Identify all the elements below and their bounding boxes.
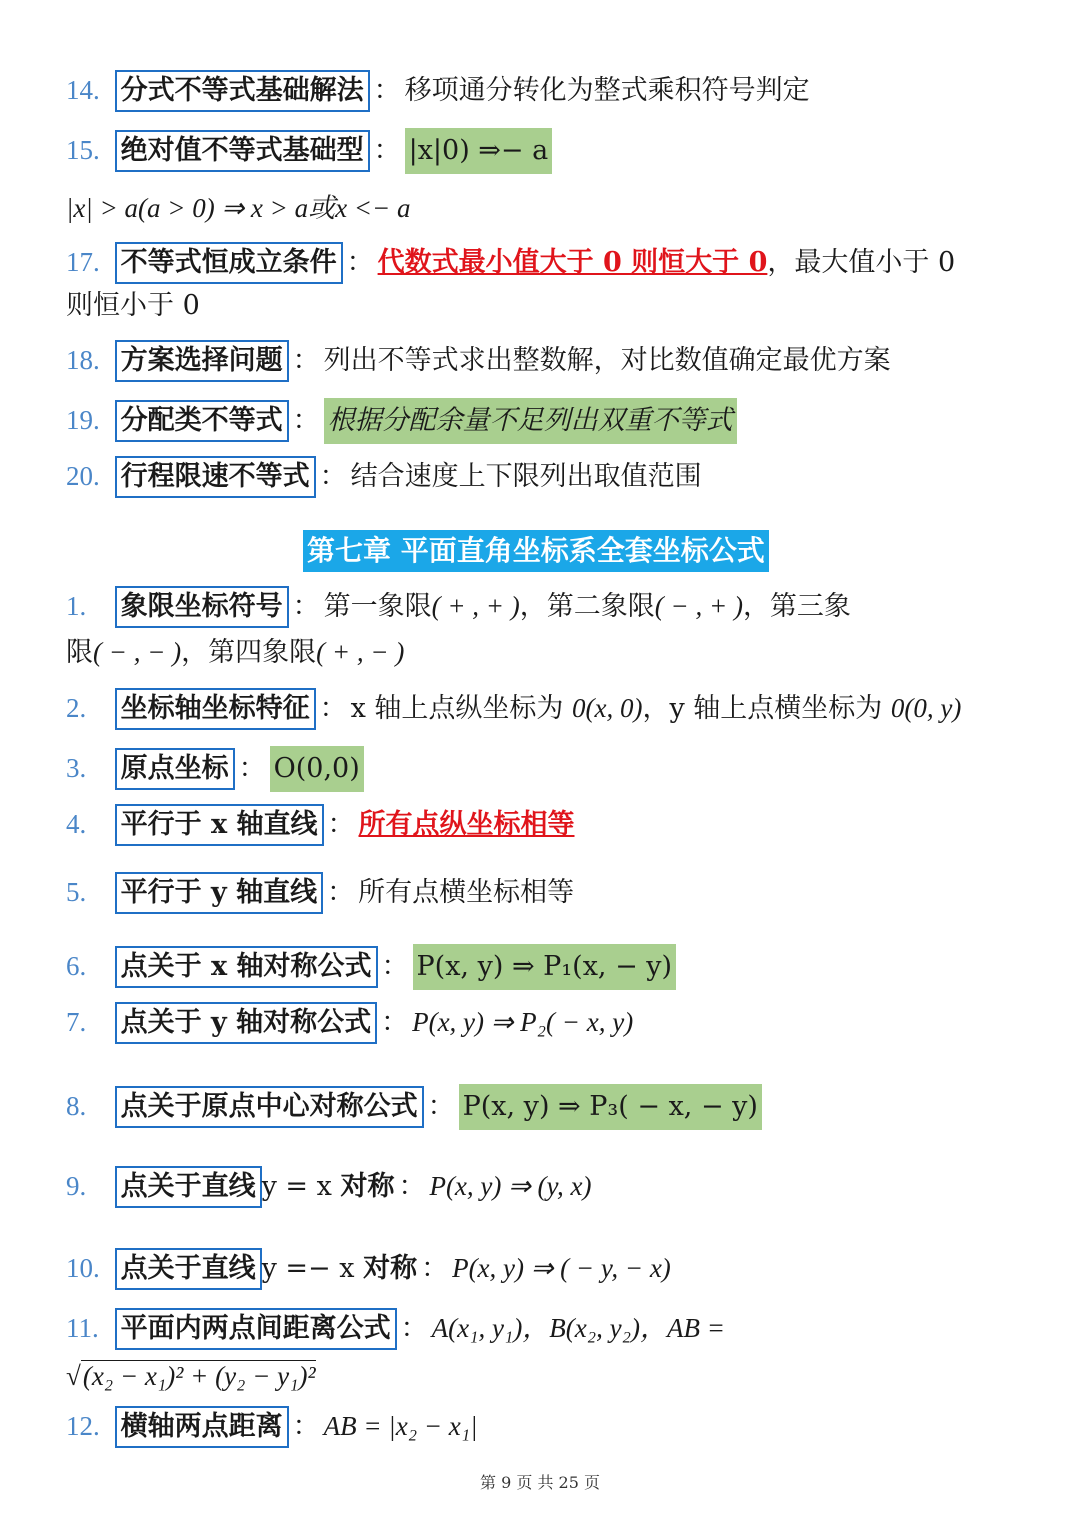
colon: ： — [292, 591, 320, 622]
item-text: 结合速度上下限列出取值范围 — [350, 461, 702, 492]
sqrt-symbol: √ — [66, 1361, 81, 1391]
item-text: ，第四象限 — [181, 637, 317, 668]
item-3 — [66, 746, 364, 792]
item-20 — [66, 456, 702, 498]
item-number: 17. — [66, 247, 100, 277]
sign-pair: ( + , − ) — [316, 637, 405, 667]
item-14 — [66, 70, 810, 112]
item-6 — [66, 944, 676, 990]
item-2 — [66, 688, 961, 730]
page-footer: 第 9 页 共 25 页 — [480, 1473, 600, 1492]
sign-pair: ( + , + ) — [431, 591, 520, 621]
colon: ： — [421, 1253, 449, 1284]
item-10 — [66, 1248, 671, 1290]
item-number: 8. — [66, 1091, 87, 1121]
formula: P(x, y) ⇒ (y, x) — [429, 1171, 592, 1201]
colon: ： — [346, 247, 374, 278]
colon: ： — [400, 1313, 428, 1344]
term-box: 点关于 y 轴对称公式 — [115, 1002, 378, 1044]
item-number: 15. — [66, 135, 100, 165]
item-text: 移项通分转化为整式乘积符号判定 — [404, 75, 810, 106]
item-number: 7. — [66, 1007, 87, 1037]
item-text: 第一象限 — [323, 591, 432, 622]
colon: ： — [319, 461, 347, 492]
line-equation: y = x — [261, 1171, 341, 1202]
bold-text: 对称 — [340, 1171, 395, 1202]
item-text: 列出不等式求出整数解，对比数值确定最优方案 — [323, 345, 891, 376]
item-11 — [66, 1308, 725, 1350]
item-text: ，第二象限 — [519, 591, 655, 622]
item-number: 1. — [66, 591, 87, 621]
term-box: 平行于 y 轴直线 — [115, 872, 324, 914]
green-italic-text: 根据分配余量不足列出双重不等式 — [324, 398, 737, 444]
term-box: 点关于原点中心对称公式 — [115, 1086, 424, 1128]
term-box: 点关于直线 — [115, 1166, 262, 1208]
colon: ： — [381, 1007, 409, 1038]
item-text: 限 — [66, 637, 93, 668]
item-number: 2. — [66, 693, 87, 723]
item-number: 12. — [66, 1411, 100, 1441]
formula-highlight: P(x, y) ⇒ P₃( − x, − y) — [459, 1084, 762, 1130]
term-box: 行程限速不等式 — [115, 456, 316, 498]
formula-highlight: O(0,0) — [270, 746, 364, 792]
item-text: x 轴上点纵坐标为 — [350, 693, 572, 724]
colon: ： — [327, 877, 355, 908]
item-number: 4. — [66, 809, 87, 839]
item-text: 所有点横坐标相等 — [358, 877, 575, 908]
item-12 — [66, 1406, 478, 1448]
bold-text: 对称 — [363, 1253, 418, 1284]
item-number: 18. — [66, 345, 100, 375]
colon: ： — [292, 405, 320, 436]
term-box: 不等式恒成立条件 — [115, 242, 343, 284]
colon: ： — [373, 75, 401, 106]
term-box: 平行于 x 轴直线 — [115, 804, 324, 846]
coordinate: 0(0, y) — [890, 693, 962, 723]
item-number: 3. — [66, 753, 87, 783]
formula: AB = |x₂ − x₁| — [323, 1411, 478, 1441]
red-emphasis: 代数式最小值大于 0 则恒大于 0 — [377, 247, 768, 278]
term-box: 原点坐标 — [115, 748, 235, 790]
item-5 — [66, 872, 574, 914]
colon: ： — [238, 753, 266, 784]
colon: ： — [319, 693, 347, 724]
item-9 — [66, 1166, 591, 1208]
item-number: 20. — [66, 461, 100, 491]
term-box: 平面内两点间距离公式 — [115, 1308, 397, 1350]
formula-highlight: P(x, y) ⇒ P₁(x, − y) — [413, 944, 677, 990]
item-18 — [66, 340, 891, 382]
item-7 — [66, 1002, 633, 1044]
colon: ： — [373, 135, 401, 166]
colon: ： — [292, 1411, 320, 1442]
item-number: 9. — [66, 1171, 87, 1201]
formula: A(x₁, y₁)，B(x₂, y₂)，AB = — [431, 1313, 725, 1343]
colon: ： — [398, 1171, 426, 1202]
sign-pair: ( − , − ) — [93, 637, 182, 667]
formula: P(x, y) ⇒ ( − y, − x) — [452, 1253, 671, 1283]
item-15 — [66, 128, 552, 174]
item-19 — [66, 398, 737, 444]
colon: ： — [381, 951, 409, 982]
chapter-title: 第七章 平面直角坐标系全套坐标公式 — [303, 530, 769, 572]
sign-pair: ( − , + ) — [654, 591, 743, 621]
item-8 — [66, 1084, 762, 1130]
item-1-continuation — [66, 632, 404, 673]
formula: P(x, y) ⇒ P₂( − x, y) — [412, 1007, 634, 1037]
item-number: 11. — [66, 1313, 99, 1343]
red-emphasis: 所有点纵坐标相等 — [358, 809, 575, 840]
item-number: 5. — [66, 877, 87, 907]
colon: ： — [327, 809, 355, 840]
distance-formula — [66, 1356, 316, 1396]
term-box: 点关于直线 — [115, 1248, 262, 1290]
term-box: 分配类不等式 — [115, 400, 289, 442]
item-4 — [66, 804, 575, 846]
term-box: 象限坐标符号 — [115, 586, 289, 628]
item-1 — [66, 586, 851, 628]
term-box: 坐标轴坐标特征 — [115, 688, 316, 730]
item-17 — [66, 242, 955, 284]
item-text: ，第三象 — [742, 591, 851, 622]
item-number: 19. — [66, 405, 100, 435]
formula-highlight: |x|0) ⇒− a — [405, 128, 553, 174]
term-box: 点关于 x 轴对称公式 — [115, 946, 378, 988]
term-box: 横轴两点距离 — [115, 1406, 289, 1448]
term-box: 方案选择问题 — [115, 340, 289, 382]
item-text: ，最大值小于 0 — [767, 247, 956, 278]
colon: ： — [427, 1091, 455, 1122]
term-box: 分式不等式基础解法 — [115, 70, 370, 112]
line-equation: y =− x — [261, 1253, 364, 1284]
item-number: 14. — [66, 75, 100, 105]
item-number: 6. — [66, 951, 87, 981]
term-box: 绝对值不等式基础型 — [115, 130, 370, 172]
sqrt-content: (x₂ − x₁)² + (y₂ − y₁)² — [82, 1361, 316, 1391]
coordinate: 0(x, 0) — [572, 693, 643, 723]
item-text: ，y 轴上点横坐标为 — [642, 693, 891, 724]
abs-inequality-formula: |x| > a(a > 0) ⇒ x > a或x <− a — [66, 193, 411, 223]
colon: ： — [292, 345, 320, 376]
item-17-continuation: 则恒小于 0 — [66, 290, 200, 321]
item-number: 10. — [66, 1253, 100, 1283]
